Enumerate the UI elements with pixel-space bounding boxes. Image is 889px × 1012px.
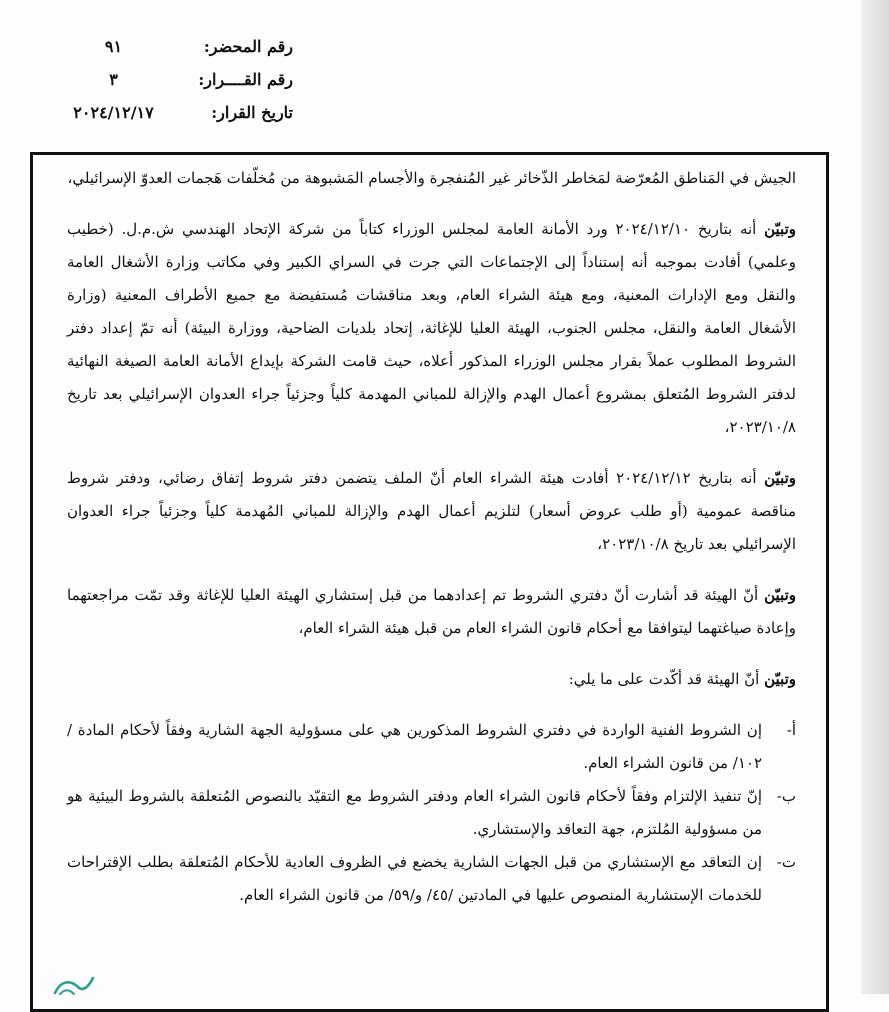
paragraph-gap — [67, 696, 796, 714]
paragraph-1-text: أنه بتاريخ ٢٠٢٤/١٢/١٠ ورد الأمانة العامة لمجلس الوزراء كتاباً من شركة الإتحاد الهندسي ش.م.ل. (خطيب وعلمي) أفادت بموجبه أنه إستناداً إلى الإجتماعات التي جرت في السراي الكبير وفي مكاتب وزارة الأشغال العامة والنقل ومع الإدارات المعنية، ومع هيئة الشراء العام، وبعد مناقشات مُستفيضة مع جميع الأطراف المعنية (وزارة الأشغال العامة والنقل، مجلس الجنوب، الهيئة العليا للإغاثة، إتحاد بلديات الضاحية، ووزارة البيئة) أنه تمّ إعداد دفتر الشروط المطلوب عملاً بقرار مجلس الوزراء المذكور أعلاه، حيث قامت الشركة بإيداع الأمانة العامة الصيغة النهائية لدفتر الشروط المُتعلق بمشروع أعمال الهدم والإزالة للمباني المهدمة كلياً وجزئياً جراء العدوان الإسرائيلي بعد تاريخ ٢٠٢٣/١٠/٨، — [67, 220, 796, 436]
decision-number-label: رقم القــــرار: — [198, 70, 293, 89]
list-item-a — [67, 714, 796, 780]
paragraph-gap — [67, 444, 796, 462]
paragraph-gap — [67, 561, 796, 579]
list-item-c-marker: ت- — [776, 853, 796, 871]
list-item-b-marker: ب- — [776, 787, 796, 805]
list-item-a-text: إن الشروط الفنية الواردة في دفتري الشروط المذكورين هي على مسؤولية الجهة الشارية وفقاً لأحكام المادة /١٠٢/ من قانون الشراء العام. — [67, 721, 762, 772]
paragraph-gap — [67, 645, 796, 663]
record-number-label: رقم المحضر: — [203, 37, 293, 56]
decision-content-box — [30, 152, 829, 1012]
decision-content — [33, 162, 826, 912]
paragraph-gap — [67, 195, 796, 213]
paragraph-4-keyword: وتبيّن — [764, 670, 796, 688]
decision-date-label: تاريخ القرار: — [211, 103, 293, 122]
paragraph-1 — [67, 213, 796, 444]
list-item-b-text: إنّ تنفيذ الإلتزام وفقاً لأحكام قانون الشراء العام ودفتر الشروط مع التقيّد بالنصوص المُتعلقة بالشروط البيئية هو من مسؤولية المُلتزم، جهة التعاقد والإستشاري. — [67, 787, 762, 838]
list-item-c — [67, 846, 796, 912]
decision-number-value: ٣ — [109, 70, 118, 89]
opening-paragraph — [67, 162, 796, 195]
paragraph-4 — [67, 663, 796, 696]
record-number-row — [38, 30, 293, 63]
paragraph-3-text: أنّ الهيئة قد أشارت أنّ دفتري الشروط تم إعدادهما من قبل إستشاري الهيئة العليا للإغاثة وقد تمّت مراجعتهما وإعادة صياغتهما ليتوافقا مع أحكام قانون الشراء العام من قبل هيئة الشراء العام، — [67, 586, 796, 637]
opening-text: الجيش في المَناطق المُعرّضة لمَخاطر الذّخائر غير المُنفجرة والأجسام المَشبوهة من مُخلّفات هَجمات العدوّ الإسرائيلي، — [67, 169, 796, 187]
page-edge-shadow — [861, 0, 889, 994]
list-item-b — [67, 780, 796, 846]
decision-number-row — [38, 63, 293, 96]
paragraph-3-keyword: وتبيّن — [764, 586, 796, 604]
paragraph-1-keyword: وتبيّن — [764, 220, 796, 238]
paragraph-2-text: أنه بتاريخ ٢٠٢٤/١٢/١٢ أفادت هيئة الشراء العام أنّ الملف يتضمن دفتر شروط إتفاق رضائي، ودفتر شروط مناقصة عمومية (أو طلب عروض أسعار) لتلزيم أعمال الهدم والإزالة للمباني المُهدمة كلياً وجزئياً جراء العدوان الإسرائيلي بعد تاريخ ٢٠٢٣/١٠/٨، — [67, 469, 796, 553]
paragraph-2 — [67, 462, 796, 561]
list-item-c-text: إن التعاقد مع الإستشاري من قبل الجهات الشارية يخضع في الظروف العادية للأحكام المُتعلقة بطلب الإقتراحات للخدمات الإستشارية المنصوص عليها في المادتين /٤٥/ و/٥٩/ من قانون الشراء العام. — [67, 853, 762, 904]
decision-date-value: ٢٠٢٤/١٢/١٧ — [73, 103, 154, 122]
paragraph-3 — [67, 579, 796, 645]
record-number-value: ٩١ — [104, 37, 123, 56]
paragraph-4-text: أنّ الهيئة قد أكّدت على ما يلي: — [568, 670, 760, 688]
document-header — [38, 30, 293, 129]
stamp-mark-icon — [51, 976, 96, 996]
list-item-a-marker: أ- — [786, 721, 796, 739]
paragraph-2-keyword: وتبيّن — [764, 469, 796, 487]
decision-date-row — [38, 96, 293, 129]
